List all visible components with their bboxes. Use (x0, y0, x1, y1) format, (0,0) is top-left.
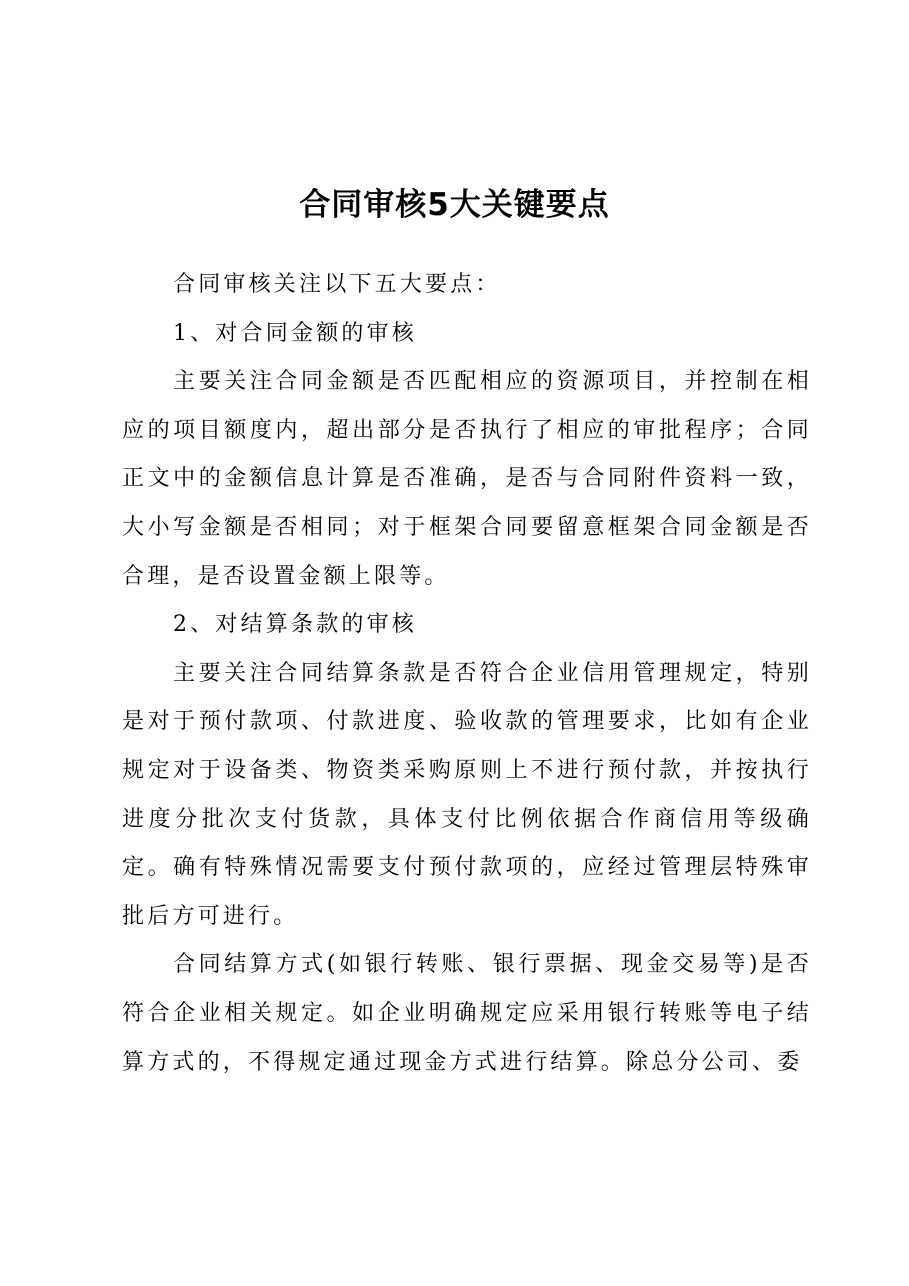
document-title: 合同审核5大关键要点 (299, 186, 610, 223)
section-2-paragraph-2: 合同结算方式(如银行转账、银行票据、现金交易等)是否符合企业相关规定。如企业明确规定应采用银行转账等电子结算方式的，不得规定通过现金方式进行结算。除总分公司、委 (122, 952, 812, 1075)
intro-paragraph: 合同审核关注以下五大要点： (173, 272, 501, 297)
section-2-paragraph-1: 主要关注合同结算条款是否符合企业信用管理规定，特别是对于预付款项、付款进度、验收款的管理要求，比如有企业规定对于设备类、物资类采购原则上不进行预付款，并按执行进度分批次支付货款，具体支付比例依据合作商信用等级确定。确有特殊情况需要支付预付款项的，应经过管理层特殊审批后方可进行。 (122, 660, 812, 929)
section-1-paragraph: 主要关注合同金额是否匹配相应的资源项目，并控制在相应的项目额度内，超出部分是否执行了相应的审批程序；合同正文中的金额信息计算是否准确，是否与合同附件资料一致，大小写金额是否相同；对于框架合同要留意框架合同金额是否合理，是否设置金额上限等。 (122, 369, 812, 589)
section-heading-1: 1、对合同金额的审核 (173, 320, 417, 346)
document-body (122, 261, 812, 1087)
section-heading-2: 2、对结算条款的审核 (173, 612, 417, 638)
